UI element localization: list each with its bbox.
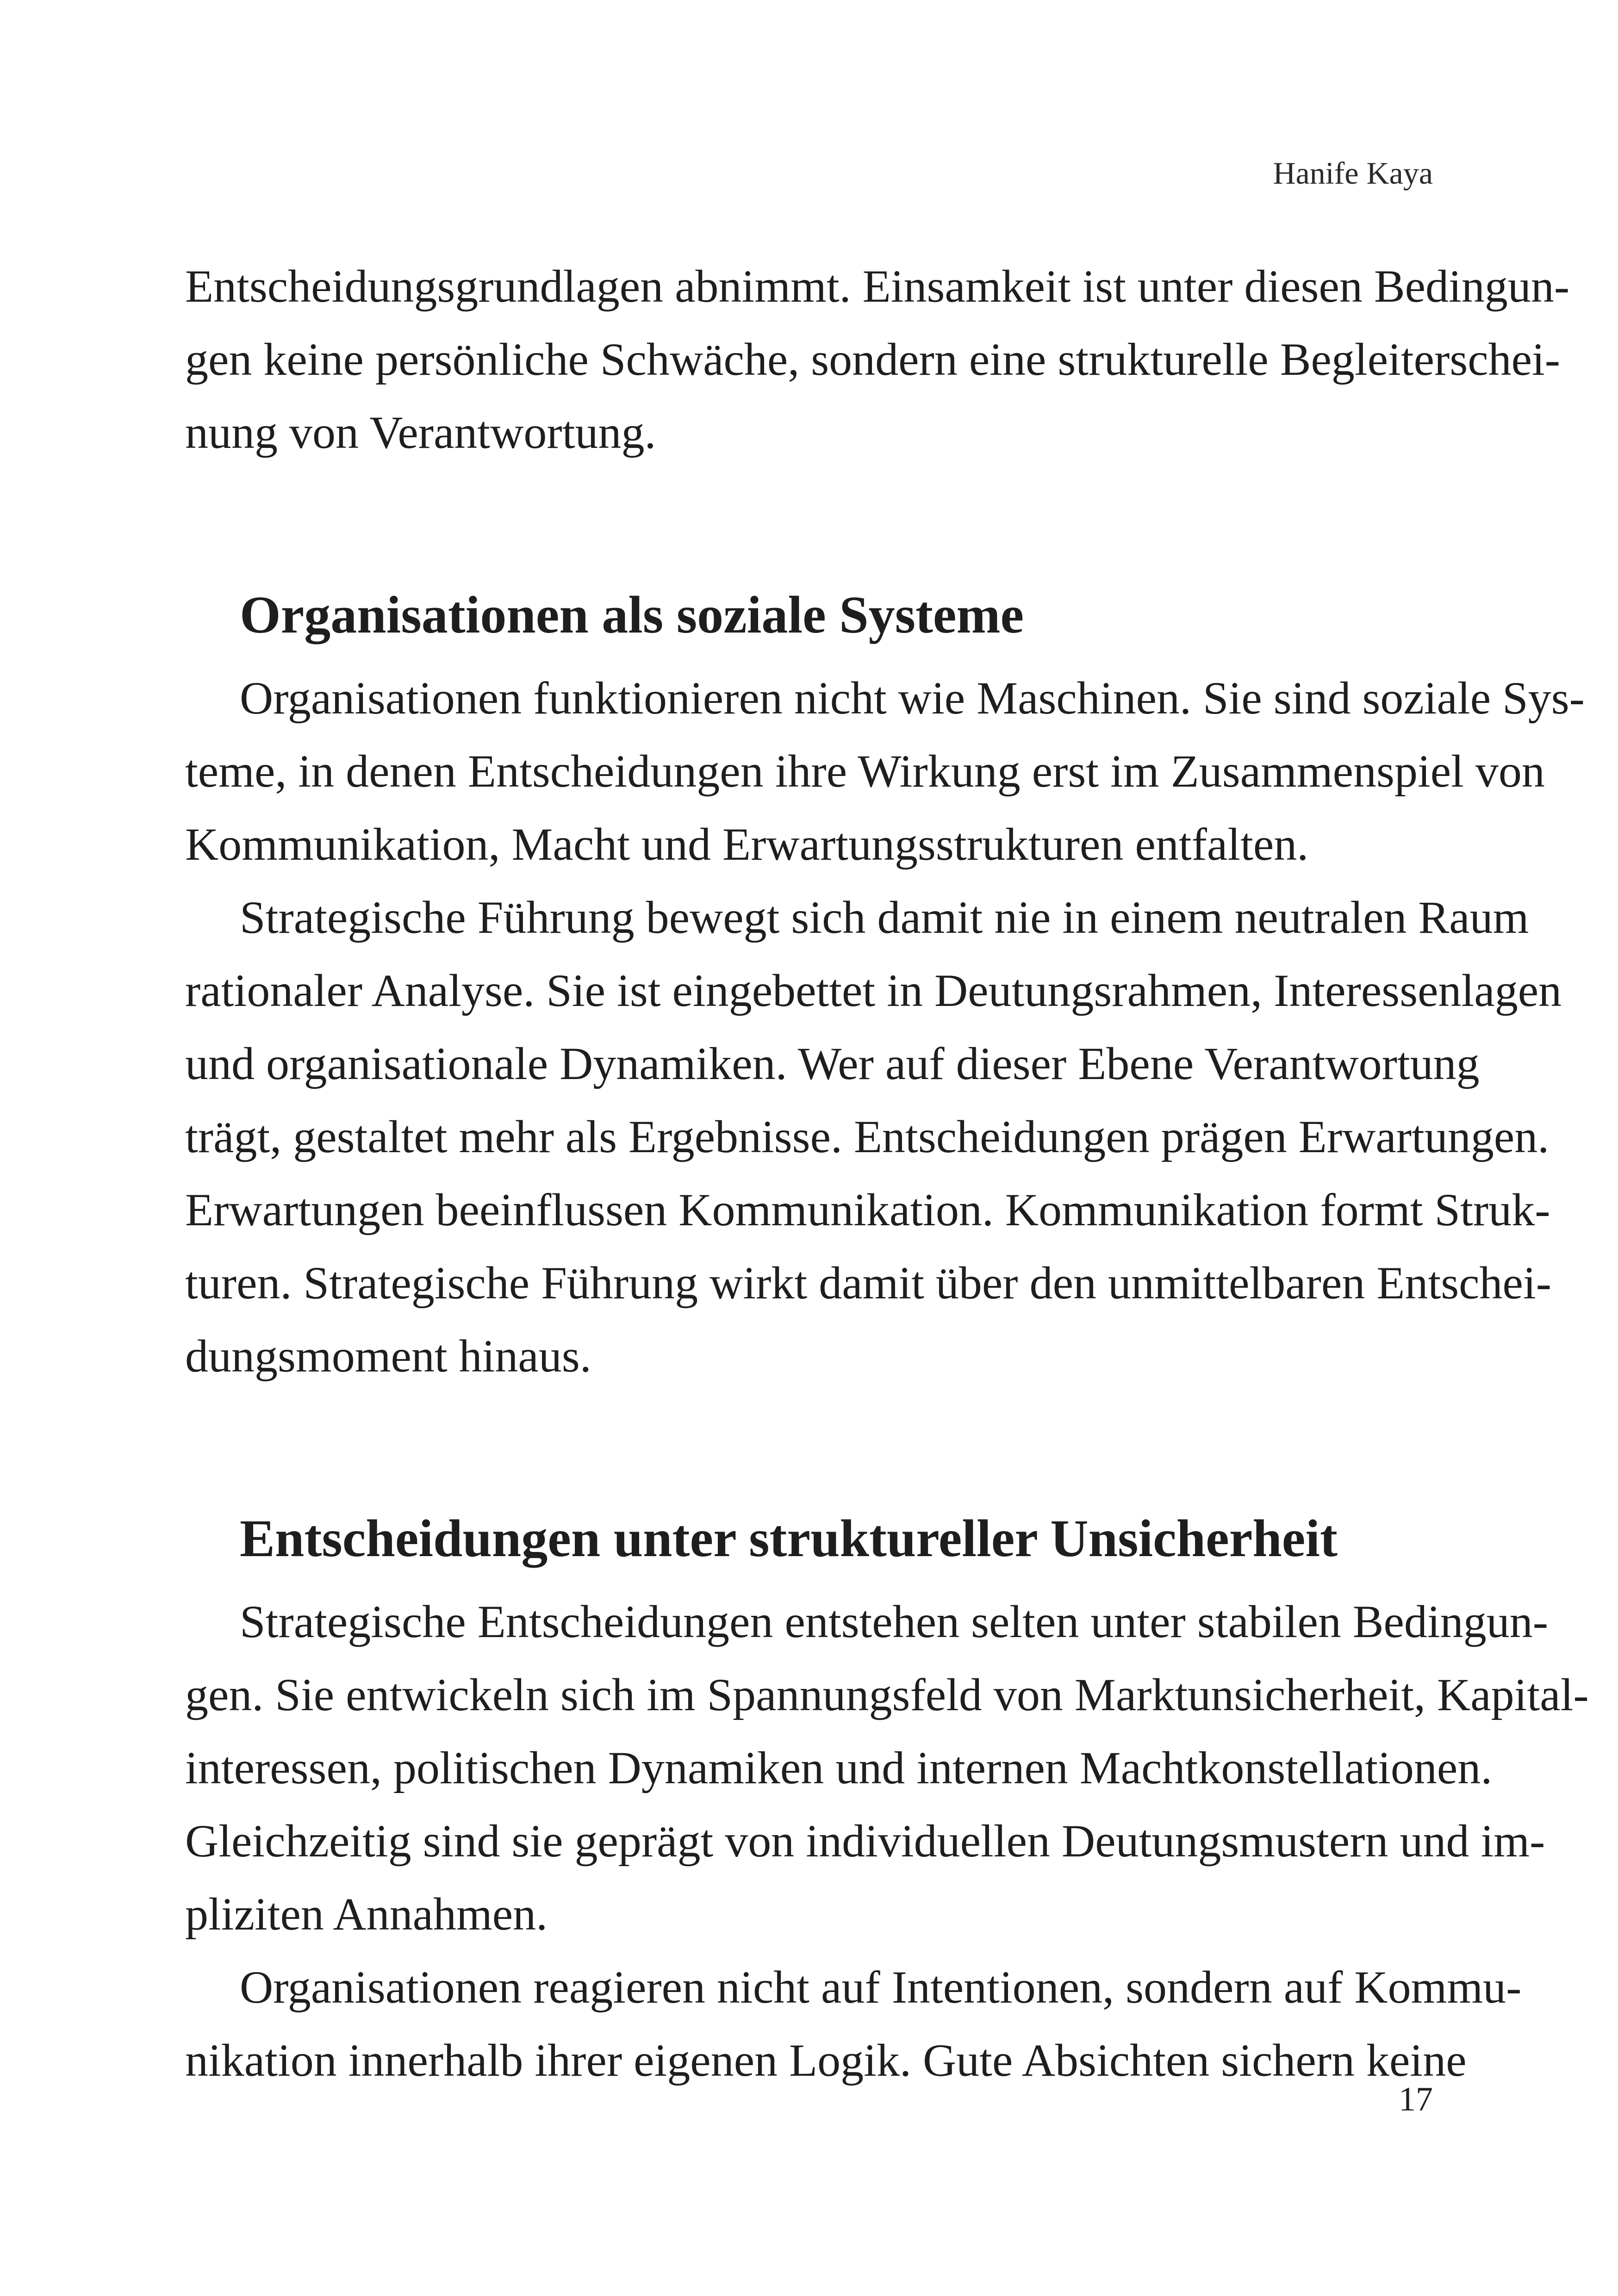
text-line: Entscheidungsgrundlagen abnimmt. Einsamkeit ist unter diesen Bedingun- (185, 261, 1570, 312)
text-line: Kommunikation, Macht und Erwartungsstrukturen entfalten. (185, 819, 1309, 870)
text-line: und organisationale Dynamiken. Wer auf dieser Ebene Verantwortung (185, 1038, 1480, 1089)
paragraph-intro (185, 250, 1570, 469)
text-line: Organisationen reagieren nicht auf Intentionen, sondern auf Kommu- (240, 1961, 1522, 2013)
text-line: Strategische Führung bewegt sich damit nie in einem neutralen Raum (240, 892, 1529, 943)
page-body (185, 250, 1589, 2097)
page-number: 17 (1399, 2080, 1433, 2118)
running-header-author: Hanife Kaya (1273, 155, 1433, 191)
text-line: Erwartungen beeinflussen Kommunikation. Kommunikation formt Struk- (185, 1184, 1550, 1235)
text-line: Organisationen funktionieren nicht wie Maschinen. Sie sind soziale Sys- (240, 672, 1585, 724)
text-line: gen keine persönliche Schwäche, sondern eine strukturelle Begleiterschei- (185, 334, 1561, 385)
text-line: nung von Verantwortung. (185, 407, 656, 458)
text-line: teme, in denen Entscheidungen ihre Wirkung erst im Zusammenspiel von (185, 745, 1545, 797)
paragraph (185, 881, 1562, 1393)
text-line: Gleichzeitig sind sie geprägt von individuellen Deutungsmustern und im- (185, 1815, 1545, 1867)
text-line: trägt, gestaltet mehr als Ergebnisse. Entscheidungen prägen Erwartungen. (185, 1111, 1550, 1162)
text-line: interessen, politischen Dynamiken und internen Machtkonstellationen. (185, 1742, 1493, 1793)
text-line: rationaler Analyse. Sie ist eingebettet in Deutungsrahmen, Interessenlagen (185, 965, 1562, 1016)
section-entscheidungen (185, 1499, 1589, 2097)
section-heading: Entscheidungen unter struktureller Unsicherheit (240, 1509, 1338, 1568)
section-organisationen (185, 576, 1585, 1393)
paragraph (185, 1585, 1589, 1951)
text-line: dungsmoment hinaus. (185, 1330, 591, 1382)
section-spacer (185, 1393, 1433, 1499)
text-line: gen. Sie entwickeln sich im Spannungsfeld von Marktunsicherheit, Kapital- (185, 1669, 1589, 1720)
text-line: nikation innerhalb ihrer eigenen Logik. Gute Absichten sichern keine (185, 2035, 1467, 2086)
section-heading: Organisationen als soziale Systeme (240, 585, 1024, 644)
section-spacer (185, 469, 1433, 576)
paragraph (185, 662, 1585, 881)
text-line: pliziten Annahmen. (185, 1888, 548, 1940)
text-line: turen. Strategische Führung wirkt damit über den unmittelbaren Entschei- (185, 1257, 1552, 1309)
paragraph (185, 1951, 1522, 2097)
text-line: Strategische Entscheidungen entstehen selten unter stabilen Bedingun- (240, 1596, 1549, 1647)
